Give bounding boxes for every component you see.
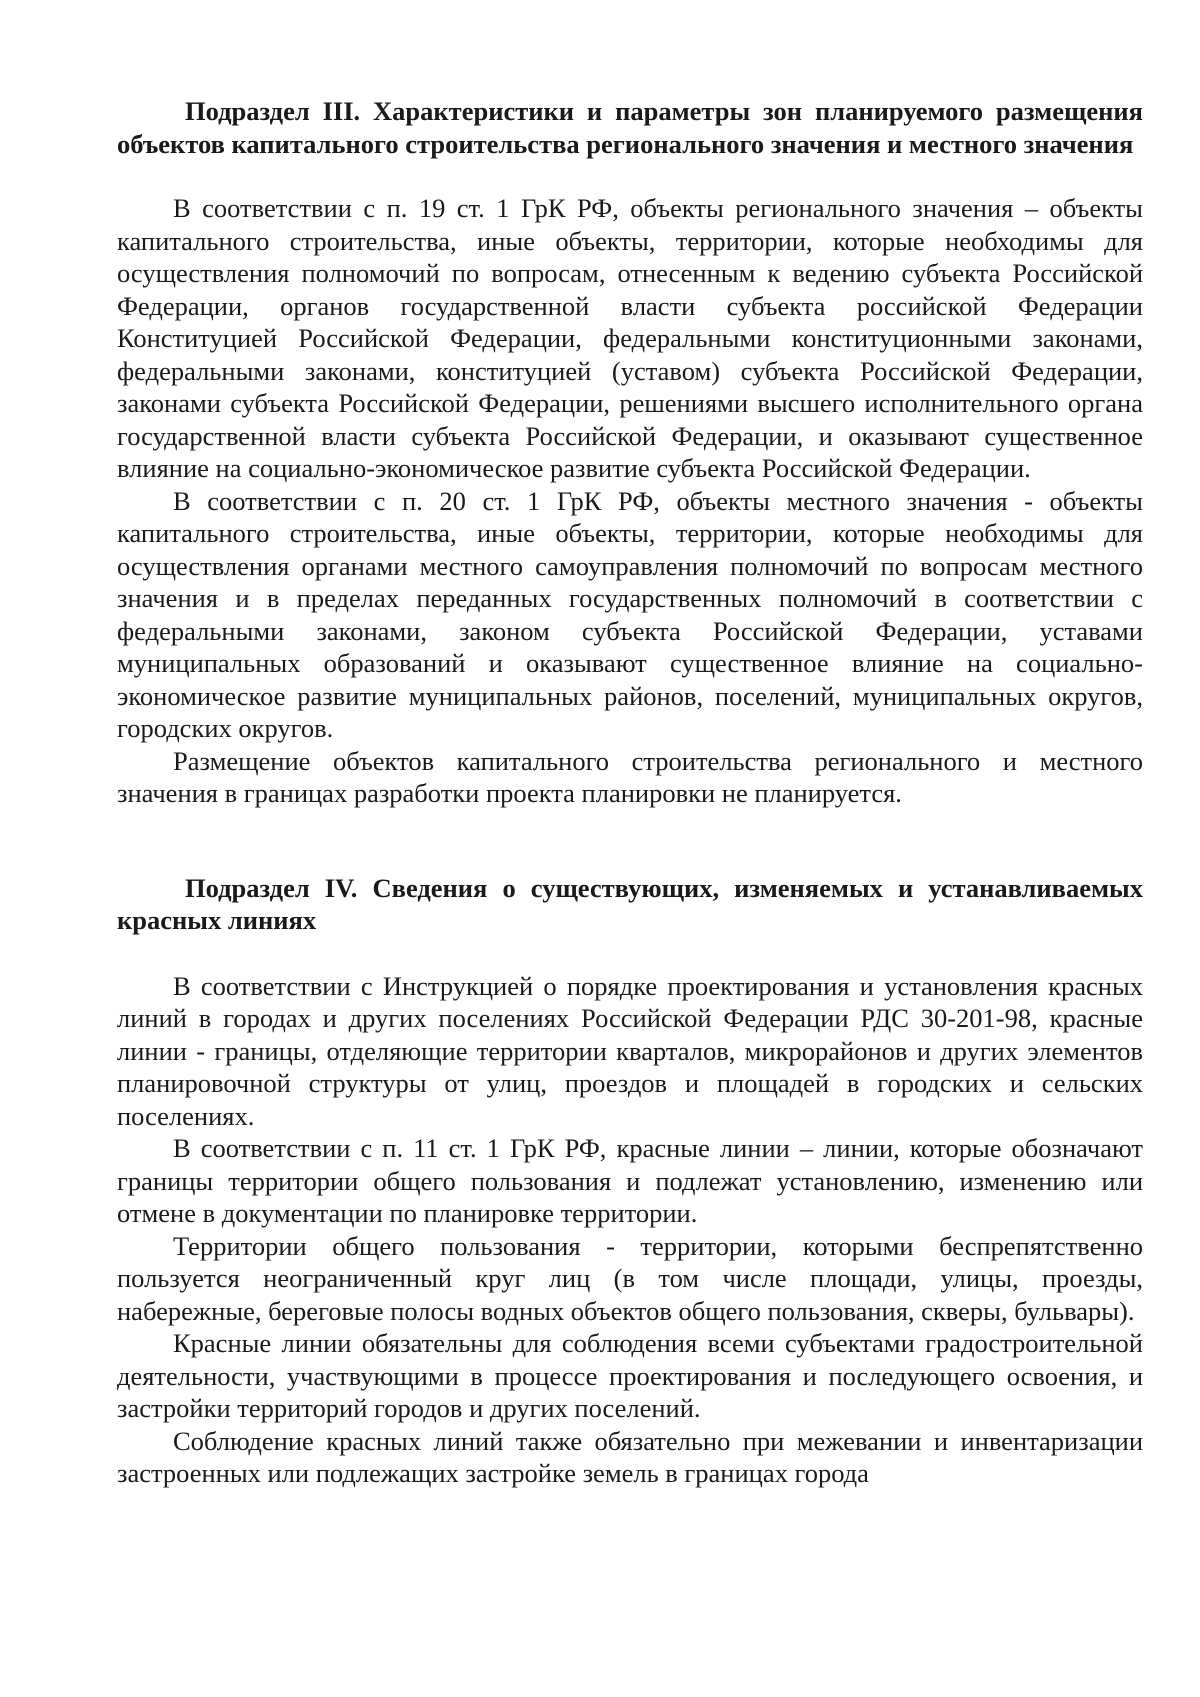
section-4-paragraph-2: В соответствии с п. 11 ст. 1 ГрК РФ, красные линии – линии, которые обозначают границы территории общего пользования и подлежат установлению, изменению или отмене в документации по планировке территории.: [117, 1133, 1143, 1228]
section-4-paragraph-1: В соответствии с Инструкцией о порядке проектирования и установления красных линий в городах и других поселениях Российской Федерации РДС 30-201-98, красные линии - границы, отделяющие территории кварталов, микрорайонов и других элементов планировочной структуры от улиц, проездов и площадей в городских и сельских поселениях.: [117, 970, 1143, 1131]
section-3-paragraph-2: В соответствии с п. 20 ст. 1 ГрК РФ, объекты местного значения - объекты капитального строительства, иные объекты, территории, которые необходимы для осуществления органами местного самоуправления полномочий по вопросам местного значения и в пределах переданных государственных полномочий в соответствии с федеральными законами, законом субъекта Российской Федерации, уставами муниципальных образований и оказывают существенное влияние на социально-экономическое развитие муниципальных районов, поселений, муниципальных округов, городских округов.: [117, 485, 1143, 743]
section-3-heading: Подраздел III. Характеристики и параметры зон планируемого размещения объектов капитального строительства регионального значения и местного значения: [117, 96, 1143, 159]
document-body: [117, 95, 1143, 1490]
section-4-paragraph-4: Красные линии обязательны для соблюдения всеми субъектами градостроительной деятельности, участвующими в процессе проектирования и последующего освоения, и застройки территорий городов и других поселений.: [117, 1328, 1143, 1423]
section-3-paragraph-3: Размещение объектов капитального строительства регионального и местного значения в границах разработки проекта планировки не планируется.: [117, 745, 1143, 808]
section-4-heading: Подраздел IV. Сведения о существующих, изменяемых и устанавливаемых красных линиях: [117, 872, 1143, 935]
section-3-paragraph-1: В соответствии с п. 19 ст. 1 ГрК РФ, объекты регионального значения – объекты капитального строительства, иные объекты, территории, которые необходимы для осуществления полномочий по вопросам, отнесенным к ведению субъекта Российской Федерации, органов государственной власти субъекта российской Федерации Конституцией Российской Федерации, федеральными конституционными законами, федеральными законами, конституцией (уставом) субъекта Российской Федерации, законами субъекта Российской Федерации, решениями высшего исполнительного органа государственной власти субъекта Российской Федерации, и оказывают существенное влияние на социально-экономическое развитие субъекта Российской Федерации.: [117, 193, 1143, 483]
section-4-paragraph-3: Территории общего пользования - территории, которыми беспрепятственно пользуется неограниченный круг лиц (в том числе площади, улицы, проезды, набережные, береговые полосы водных объектов общего пользования, скверы, бульвары).: [117, 1230, 1143, 1326]
section-divider-space: [117, 810, 1143, 872]
section-4-paragraph-5: Соблюдение красных линий также обязательно при межевании и инвентаризации застроенных или подлежащих застройке земель в границах города: [117, 1425, 1143, 1488]
